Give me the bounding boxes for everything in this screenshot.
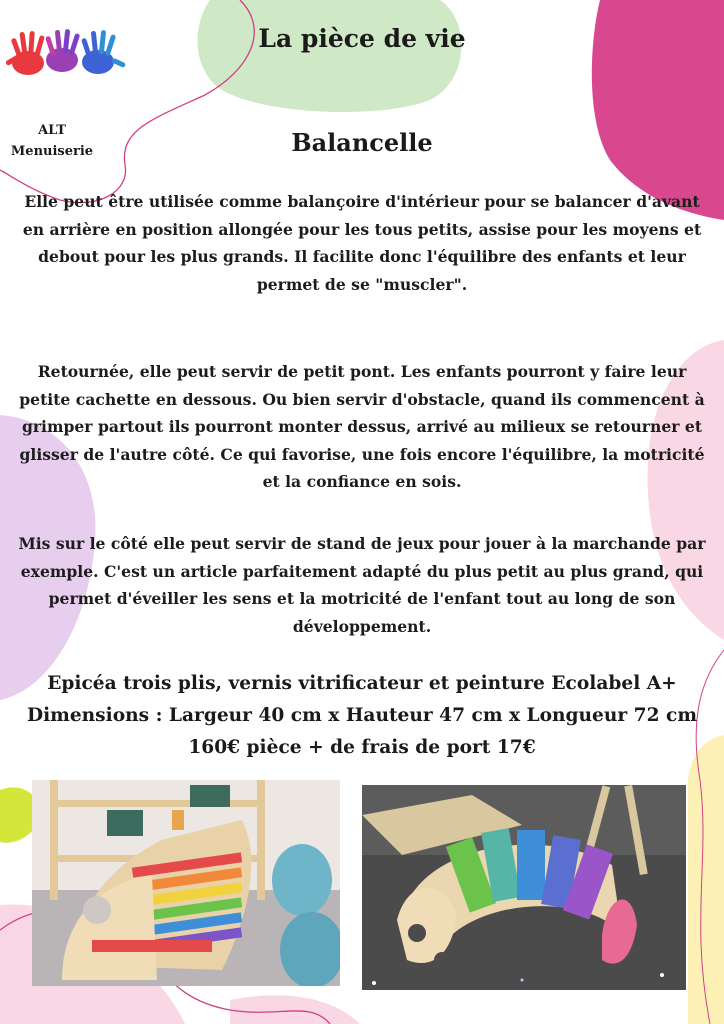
- page-title: La pièce de vie: [258, 24, 466, 53]
- pink-blob-bottom-mid: [230, 995, 360, 1024]
- brand-line-1: ALT: [38, 123, 66, 138]
- description-paragraph-3: Mis sur le côté elle peut servir de stand de jeux pour jouer à la marchande par exemple. C'est un article parfaitement adapté du plus petit au plus grand, qui permet d'éveiller les sens et la motricité de l'enfant tout au long de son développement.: [18, 534, 706, 636]
- price-line: 160€ pièce + de frais de port 17€: [188, 737, 536, 758]
- product-title: Balancelle: [291, 128, 433, 157]
- description-paragraph-2: Retournée, elle peut servir de petit pont. Les enfants pourront y faire leur petite cachette en dessous. Ou bien servir d'obstacle, quand ils commencent à grimper partout ils pourront monter dessus, arrivé au milieux se retourner et glisser de l'autre côté. Ce qui favorise, une fois encore l'équilibre, la motricité et la confiance en sois.: [19, 362, 705, 491]
- product-photo-room: [32, 780, 340, 986]
- dimensions-line: Dimensions : Largeur 40 cm x Hauteur 47 cm x Longueur 72 cm: [26, 705, 698, 726]
- product-photo-bridge: [362, 785, 686, 990]
- description-paragraph-1: Elle peut être utilisée comme balançoire d'intérieur pour se balancer d'avant en arrière en position allongée pour les tous petits, assise pour les moyens et debout pour les plus grands. Il facilite donc l'équilibre des enfants et leur permet de se "muscler".: [22, 192, 702, 294]
- material-line: Epicéa trois plis, vernis vitrificateur et peinture Ecolabel A+: [47, 673, 677, 694]
- yellow-blob-right: [688, 735, 724, 1024]
- brand-line-2: Menuiserie: [10, 144, 94, 159]
- specs-block: [0, 668, 724, 764]
- green-blob: [198, 0, 462, 112]
